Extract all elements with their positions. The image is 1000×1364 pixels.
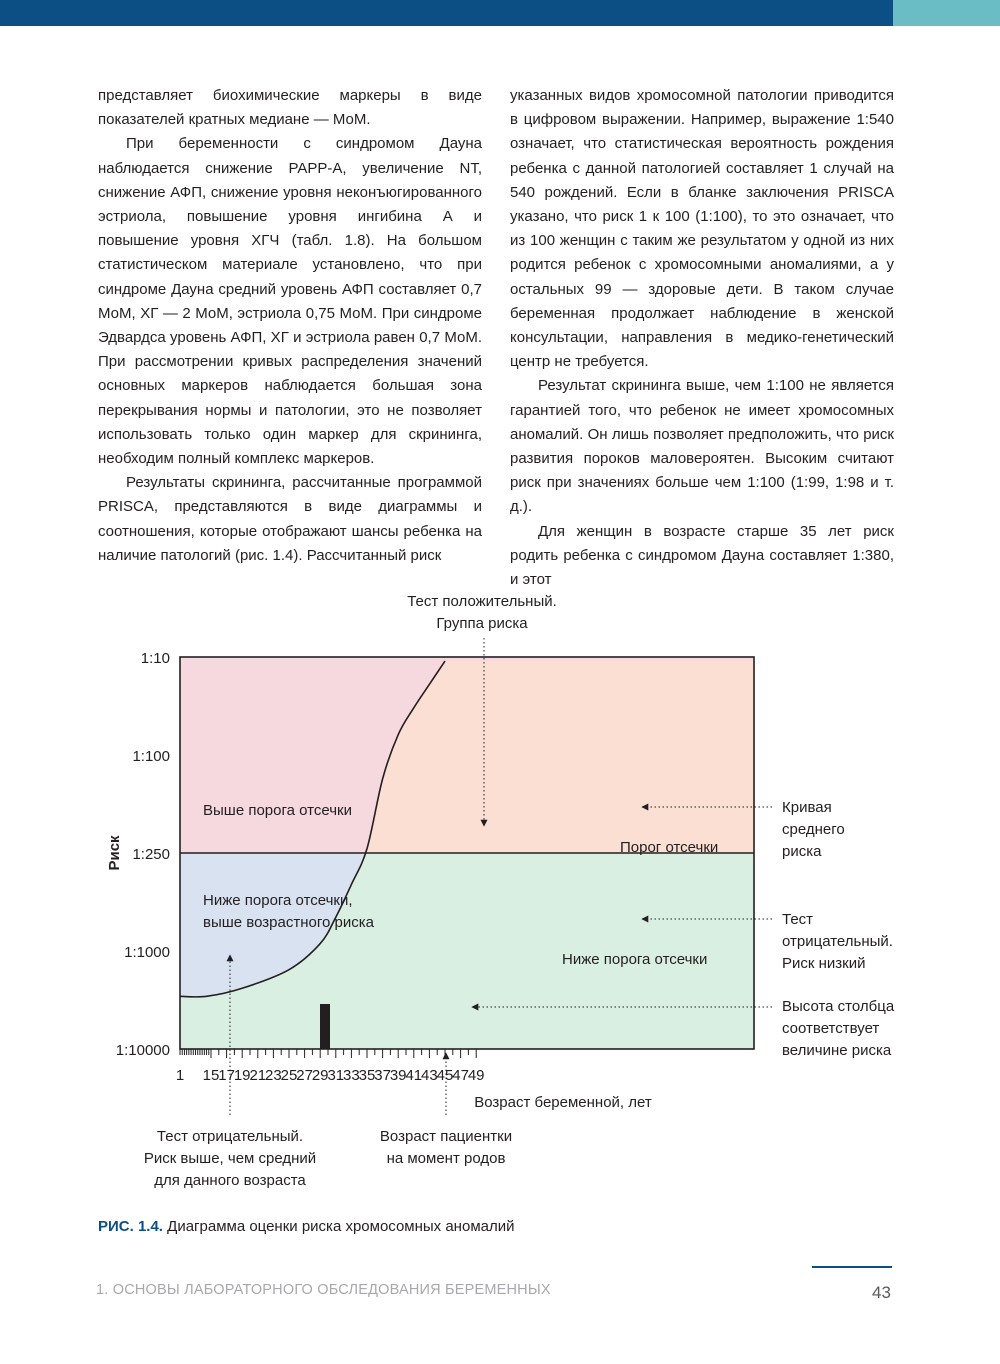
right-column bbox=[510, 84, 894, 592]
annotation-right: Риск низкий bbox=[782, 955, 866, 972]
risk-chart bbox=[0, 580, 1000, 1220]
x-tick-label: 33 bbox=[343, 1067, 360, 1084]
patient-risk-bar bbox=[320, 1004, 330, 1049]
x-axis-label: Возраст беременной, лет bbox=[474, 1094, 652, 1111]
left-column bbox=[98, 84, 482, 568]
y-tick-label: 1:10 bbox=[140, 650, 170, 667]
right-paragraph: Для женщин в возрасте старше 35 лет риск родить ребенка с синдромом Дауна составляет 1:380, и этот bbox=[510, 522, 894, 589]
annotation-bottom-mid: на момент родов bbox=[386, 1150, 506, 1167]
x-tick-label: 43 bbox=[421, 1067, 438, 1084]
annotation-right: отрицательный. bbox=[782, 933, 893, 950]
left-paragraph: При беременности с синдромом Дауна наблюдается снижение PAPP-A, увеличение NT, снижение АФП, снижение уровня неконъюгированного эстриола, повышение уровня ингибина А и повышение уровня ХГЧ (табл. 1.8). На большом статистическом материале установлено, что при синдроме Дауна средний уровень АФП составляет 0,7 МоМ, ХГ — 2 МоМ, эстриола 0,75 МоМ. При синдроме Эдвардса уровень АФП, ХГ и эстриола равен 0,7 МоМ. При рассмотрении кривых распределения значений основных маркеров наблюдается большая зона перекрывания нормы и патологии, это не позволяет использовать только один маркер для скрининга, необходим полный комплекс маркеров. bbox=[98, 135, 482, 468]
figure-caption bbox=[98, 1218, 514, 1235]
x-tick-label: 15 bbox=[202, 1067, 220, 1084]
x-tick-label: 19 bbox=[233, 1067, 251, 1084]
right-paragraph: Результат скрининга выше, чем 1:100 не является гарантией того, что ребенок не имеет хромосомных аномалий. Он лишь позволяет предположить, что риск развития пороков маловероятен. Высоким считают риск при значениях больше чем 1:100 (1:99, 1:98 и т. д.). bbox=[510, 377, 894, 516]
annotation-right: Высота столбца bbox=[782, 998, 895, 1015]
x-tick-label: 37 bbox=[374, 1067, 391, 1084]
y-tick-label: 1:250 bbox=[132, 846, 170, 863]
annotation-bottom-left: Риск выше, чем средний bbox=[143, 1150, 317, 1167]
x-tick-label: 39 bbox=[389, 1067, 407, 1084]
x-tick-label: 1 bbox=[175, 1067, 185, 1084]
annotation-right: риска bbox=[782, 843, 822, 860]
x-tick-label: 23 bbox=[265, 1067, 282, 1084]
annotation-positive: Тест положительный. bbox=[407, 593, 557, 610]
x-tick-label: 21 bbox=[249, 1067, 267, 1084]
header-accent bbox=[893, 0, 1000, 26]
x-tick-label: 35 bbox=[358, 1067, 376, 1084]
footer-section-title: 1. ОСНОВЫ ЛАБОРАТОРНОГО ОБСЛЕДОВАНИЯ БЕРЕМЕННЫХ bbox=[96, 1282, 551, 1298]
x-tick-label: 49 bbox=[467, 1067, 485, 1084]
y-axis-label: Риск bbox=[106, 835, 123, 871]
annotation-right: соответствует bbox=[782, 1020, 880, 1037]
header-bar bbox=[0, 0, 893, 26]
x-tick-label: 31 bbox=[327, 1067, 345, 1084]
caption-text: Диаграмма оценки риска хромосомных аномалий bbox=[167, 1218, 515, 1235]
x-tick-label: 27 bbox=[296, 1067, 313, 1084]
x-tick-label: 47 bbox=[452, 1067, 469, 1084]
y-tick-label: 1:10000 bbox=[115, 1042, 170, 1059]
x-tick-label: 41 bbox=[405, 1067, 423, 1084]
x-tick-label: 25 bbox=[280, 1067, 298, 1084]
annotation-right: величине риска bbox=[782, 1042, 892, 1059]
left-paragraph: Результаты скрининга, рассчитанные программой PRISCA, представляются в виде диаграммы и соотношения, которые отображают шансы ребенка на наличие патологий (рис. 1.4). Рассчитанный риск bbox=[98, 474, 482, 564]
annotation-bottom-left: Тест отрицательный. bbox=[156, 1128, 304, 1145]
footer-rule bbox=[812, 1266, 892, 1268]
region-label-between: выше возрастного риска bbox=[203, 914, 374, 931]
x-tick-label: 45 bbox=[436, 1067, 454, 1084]
annotation-bottom-mid: Возраст пациентки bbox=[379, 1128, 513, 1145]
caption-label: РИС. 1.4. bbox=[98, 1218, 163, 1235]
right-paragraph: указанных видов хромосомной патологии приводится в цифровом выражении. Например, выражение 1:540 означает, что статистическая вероятность рождения ребенка с данной патологией составляет 1 случай на 540 рождений. Если в бланке заключения PRISCA указано, что риск 1 к 100 (1:100), то это означает, что из 100 женщин с таким же результатом у одной из них родится ребенок с хромосомными аномалиями, а у остальных 99 — здоровые дети. В таком случае беременная продолжает наблюдение в женской консультации, направления в медико-генетический центр не требуется. bbox=[510, 87, 894, 371]
x-tick-label: 17 bbox=[218, 1067, 235, 1084]
page-number: 43 bbox=[872, 1283, 891, 1302]
annotation-positive: Группа риска bbox=[436, 615, 528, 632]
annotation-right: Кривая bbox=[782, 799, 832, 816]
annotation-right: Тест bbox=[782, 911, 814, 928]
region-label-between: Ниже порога отсечки, bbox=[203, 892, 353, 909]
y-tick-label: 1:1000 bbox=[124, 944, 170, 961]
risk-chart-svg bbox=[0, 580, 1000, 1220]
x-tick-label: 29 bbox=[311, 1067, 329, 1084]
region-label-cutoff: Порог отсечки bbox=[620, 839, 719, 856]
region-label-below: Ниже порога отсечки bbox=[562, 951, 708, 968]
annotation-right: среднего bbox=[782, 821, 845, 838]
y-tick-label: 1:100 bbox=[132, 748, 170, 765]
annotation-bottom-left: для данного возраста bbox=[154, 1172, 306, 1189]
left-paragraph: представляет биохимические маркеры в виде показателей кратных медиане — МоМ. bbox=[98, 87, 482, 129]
region-label-above: Выше порога отсечки bbox=[203, 802, 352, 819]
